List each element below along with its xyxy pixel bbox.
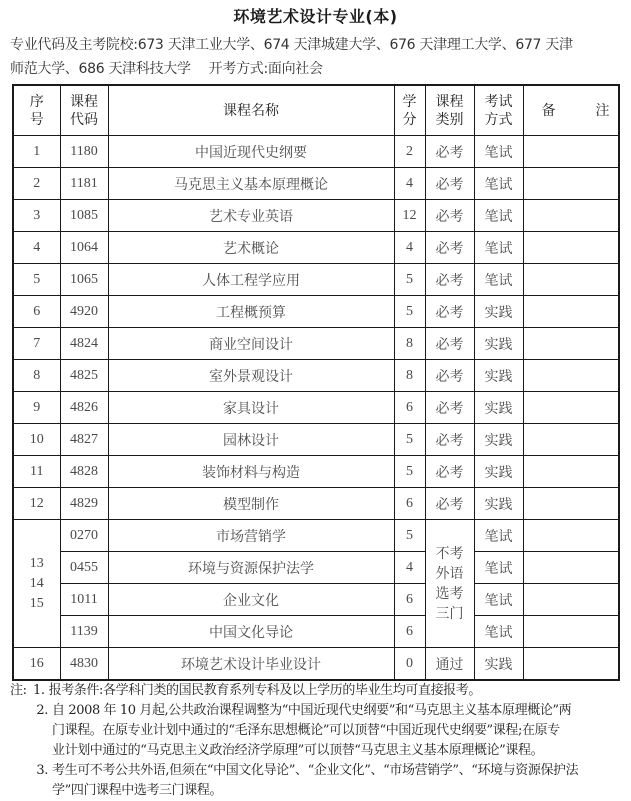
cell-name: 园林设计 — [108, 424, 394, 456]
cell-category: 必考 — [425, 456, 474, 488]
cell-exam-mode: 实践 — [474, 648, 523, 681]
cell-credits: 4 — [394, 552, 425, 584]
cell-seq: 7 — [13, 328, 60, 360]
cell-remark — [523, 424, 619, 456]
cell-name: 环境与资源保护法学 — [108, 552, 394, 584]
cell-code: 1180 — [60, 136, 108, 168]
cell-name: 商业空间设计 — [108, 328, 394, 360]
cell-category: 必考 — [425, 168, 474, 200]
cell-seq: 2 — [13, 168, 60, 200]
note-text: 考生可不考公共外语,但须在“中国文化导论”、“企业文化”、“市场营销学”、“环境与资源保护法 学”四门课程中选考三门课程。 — [52, 763, 579, 798]
cell-seq: 16 — [13, 648, 60, 681]
cell-exam-mode: 笔试 — [474, 552, 523, 584]
cell-credits: 6 — [394, 488, 425, 520]
cell-name: 马克思主义基本原理概论 — [108, 168, 394, 200]
cell-seq-group: 13 14 15 — [13, 520, 60, 648]
cell-category-group: 不考 外语 选考 三门 — [425, 520, 474, 648]
cell-code: 1139 — [60, 616, 108, 648]
table-row — [13, 392, 619, 424]
table-row-elective — [13, 616, 619, 648]
institutions-line-1: 专业代码及主考院校:673 天津工业大学、674 天津城建大学、676 天津理工大学、677 天津 — [10, 37, 573, 53]
cell-credits: 6 — [394, 584, 425, 616]
cell-category: 通过 — [425, 648, 474, 681]
header-credits: 学 分 — [394, 85, 425, 136]
institutions-line-2-text: 师范大学、686 天津科技大学 — [10, 61, 191, 77]
cell-remark — [523, 360, 619, 392]
cell-code: 4829 — [60, 488, 108, 520]
cell-seq: 11 — [13, 456, 60, 488]
cell-credits: 12 — [394, 200, 425, 232]
cell-name: 中国文化导论 — [108, 616, 394, 648]
cell-exam-mode: 笔试 — [474, 616, 523, 648]
cell-category: 必考 — [425, 488, 474, 520]
cell-credits: 5 — [394, 520, 425, 552]
cell-remark — [523, 328, 619, 360]
header-name: 课程名称 — [108, 85, 394, 136]
table-row-final — [13, 648, 619, 681]
cell-code: 4825 — [60, 360, 108, 392]
cell-name: 工程概预算 — [108, 296, 394, 328]
cell-name: 室外景观设计 — [108, 360, 394, 392]
cell-credits: 6 — [394, 392, 425, 424]
cell-remark — [523, 264, 619, 296]
cell-remark — [523, 488, 619, 520]
cell-credits: 8 — [394, 360, 425, 392]
cell-name: 人体工程学应用 — [108, 264, 394, 296]
cell-seq: 12 — [13, 488, 60, 520]
table-row — [13, 456, 619, 488]
cell-credits: 5 — [394, 296, 425, 328]
cell-category: 必考 — [425, 360, 474, 392]
cell-exam-mode: 实践 — [474, 360, 523, 392]
header-category: 课程 类别 — [425, 85, 474, 136]
cell-name: 家具设计 — [108, 392, 394, 424]
cell-code: 4828 — [60, 456, 108, 488]
cell-exam-mode: 笔试 — [474, 168, 523, 200]
cell-seq: 5 — [13, 264, 60, 296]
table-row — [13, 488, 619, 520]
cell-code: 4830 — [60, 648, 108, 681]
table-row-elective — [13, 520, 619, 552]
note-text: 自 2008 年 10 月起,公共政治课程调整为“中国近现代史纲要”和“马克思主义基本原理概论”两 门课程。在原专业计划中通过的“毛泽东思想概论”可以顶替“中国近现代史纲要”课程;在原专 业计划中通过的“马克思主义政治经济学原理”可以顶替“马克思主义基本原理概论”课程。 — [52, 703, 572, 758]
cell-credits: 4 — [394, 168, 425, 200]
header-seq: 序 号 — [13, 85, 60, 136]
cell-seq: 3 — [13, 200, 60, 232]
cell-credits: 8 — [394, 328, 425, 360]
table-row — [13, 328, 619, 360]
cell-category: 必考 — [425, 200, 474, 232]
note-index: 3. — [36, 763, 48, 778]
cell-exam-mode: 实践 — [474, 328, 523, 360]
note-text: 报考条件:各学科门类的国民教育系列专科及以上学历的毕业生均可直接报考。 — [48, 683, 481, 698]
cell-code: 0455 — [60, 552, 108, 584]
cell-code: 1011 — [60, 584, 108, 616]
cell-credits: 6 — [394, 616, 425, 648]
table-row — [13, 424, 619, 456]
cell-category: 必考 — [425, 264, 474, 296]
cell-exam-mode: 笔试 — [474, 584, 523, 616]
table-row — [13, 360, 619, 392]
cell-exam-mode: 实践 — [474, 488, 523, 520]
cell-remark — [523, 648, 619, 681]
cell-exam-mode: 笔试 — [474, 136, 523, 168]
cell-exam-mode: 实践 — [474, 296, 523, 328]
cell-credits: 2 — [394, 136, 425, 168]
cell-exam-mode: 笔试 — [474, 520, 523, 552]
cell-name: 模型制作 — [108, 488, 394, 520]
cell-name: 装饰材料与构造 — [108, 456, 394, 488]
cell-remark — [523, 616, 619, 648]
cell-name: 环境艺术设计毕业设计 — [108, 648, 394, 681]
cell-code: 1065 — [60, 264, 108, 296]
table-row — [13, 296, 619, 328]
table-header-row — [13, 85, 619, 136]
cell-code: 1085 — [60, 200, 108, 232]
cell-remark — [523, 200, 619, 232]
cell-code: 0270 — [60, 520, 108, 552]
table-row-elective — [13, 552, 619, 584]
header-exam-mode: 考试 方式 — [474, 85, 523, 136]
cell-exam-mode: 笔试 — [474, 232, 523, 264]
cell-remark — [523, 552, 619, 584]
cell-remark — [523, 296, 619, 328]
exam-mode-statement: 开考方式:面向社会 — [208, 61, 323, 77]
cell-name: 中国近现代史纲要 — [108, 136, 394, 168]
table-row — [13, 232, 619, 264]
cell-seq: 6 — [13, 296, 60, 328]
table-row — [13, 264, 619, 296]
table-row — [13, 168, 619, 200]
table-row — [13, 136, 619, 168]
header-code: 课程 代码 — [60, 85, 108, 136]
cell-exam-mode: 实践 — [474, 456, 523, 488]
cell-credits: 5 — [394, 424, 425, 456]
notes-label: 注: — [10, 683, 27, 698]
notes-section — [10, 681, 625, 801]
cell-code: 1181 — [60, 168, 108, 200]
cell-name: 企业文化 — [108, 584, 394, 616]
cell-category: 必考 — [425, 392, 474, 424]
table-row-elective — [13, 584, 619, 616]
page-title: 环境艺术设计专业(本) — [233, 7, 398, 26]
table-row — [13, 200, 619, 232]
course-plan-table — [12, 84, 620, 681]
cell-category: 必考 — [425, 232, 474, 264]
cell-name: 艺术专业英语 — [108, 200, 394, 232]
cell-exam-mode: 实践 — [474, 392, 523, 424]
intro-paragraph — [10, 33, 624, 81]
cell-name: 艺术概论 — [108, 232, 394, 264]
cell-remark — [523, 584, 619, 616]
cell-category: 必考 — [425, 296, 474, 328]
cell-remark — [523, 456, 619, 488]
cell-remark — [523, 136, 619, 168]
cell-seq: 1 — [13, 136, 60, 168]
cell-remark — [523, 232, 619, 264]
cell-credits: 0 — [394, 648, 425, 681]
cell-category: 必考 — [425, 424, 474, 456]
cell-seq: 8 — [13, 360, 60, 392]
cell-name: 市场营销学 — [108, 520, 394, 552]
note-index: 2. — [36, 703, 48, 718]
note-item-1 — [10, 681, 625, 701]
cell-seq: 9 — [13, 392, 60, 424]
cell-credits: 4 — [394, 232, 425, 264]
cell-credits: 5 — [394, 456, 425, 488]
note-item-2 — [10, 701, 625, 761]
cell-category: 必考 — [425, 136, 474, 168]
note-index: 1. — [32, 683, 45, 698]
cell-code: 4920 — [60, 296, 108, 328]
header-remark: 备 注 — [523, 85, 619, 136]
cell-remark — [523, 392, 619, 424]
institutions-line-2 — [10, 57, 624, 81]
cell-code: 4826 — [60, 392, 108, 424]
cell-remark — [523, 520, 619, 552]
cell-code: 4824 — [60, 328, 108, 360]
cell-category: 必考 — [425, 328, 474, 360]
cell-code: 4827 — [60, 424, 108, 456]
cell-exam-mode: 实践 — [474, 424, 523, 456]
cell-remark — [523, 168, 619, 200]
cell-code: 1064 — [60, 232, 108, 264]
cell-exam-mode: 笔试 — [474, 264, 523, 296]
cell-exam-mode: 笔试 — [474, 200, 523, 232]
cell-credits: 5 — [394, 264, 425, 296]
note-item-3 — [10, 761, 625, 801]
cell-seq: 10 — [13, 424, 60, 456]
cell-seq: 4 — [13, 232, 60, 264]
